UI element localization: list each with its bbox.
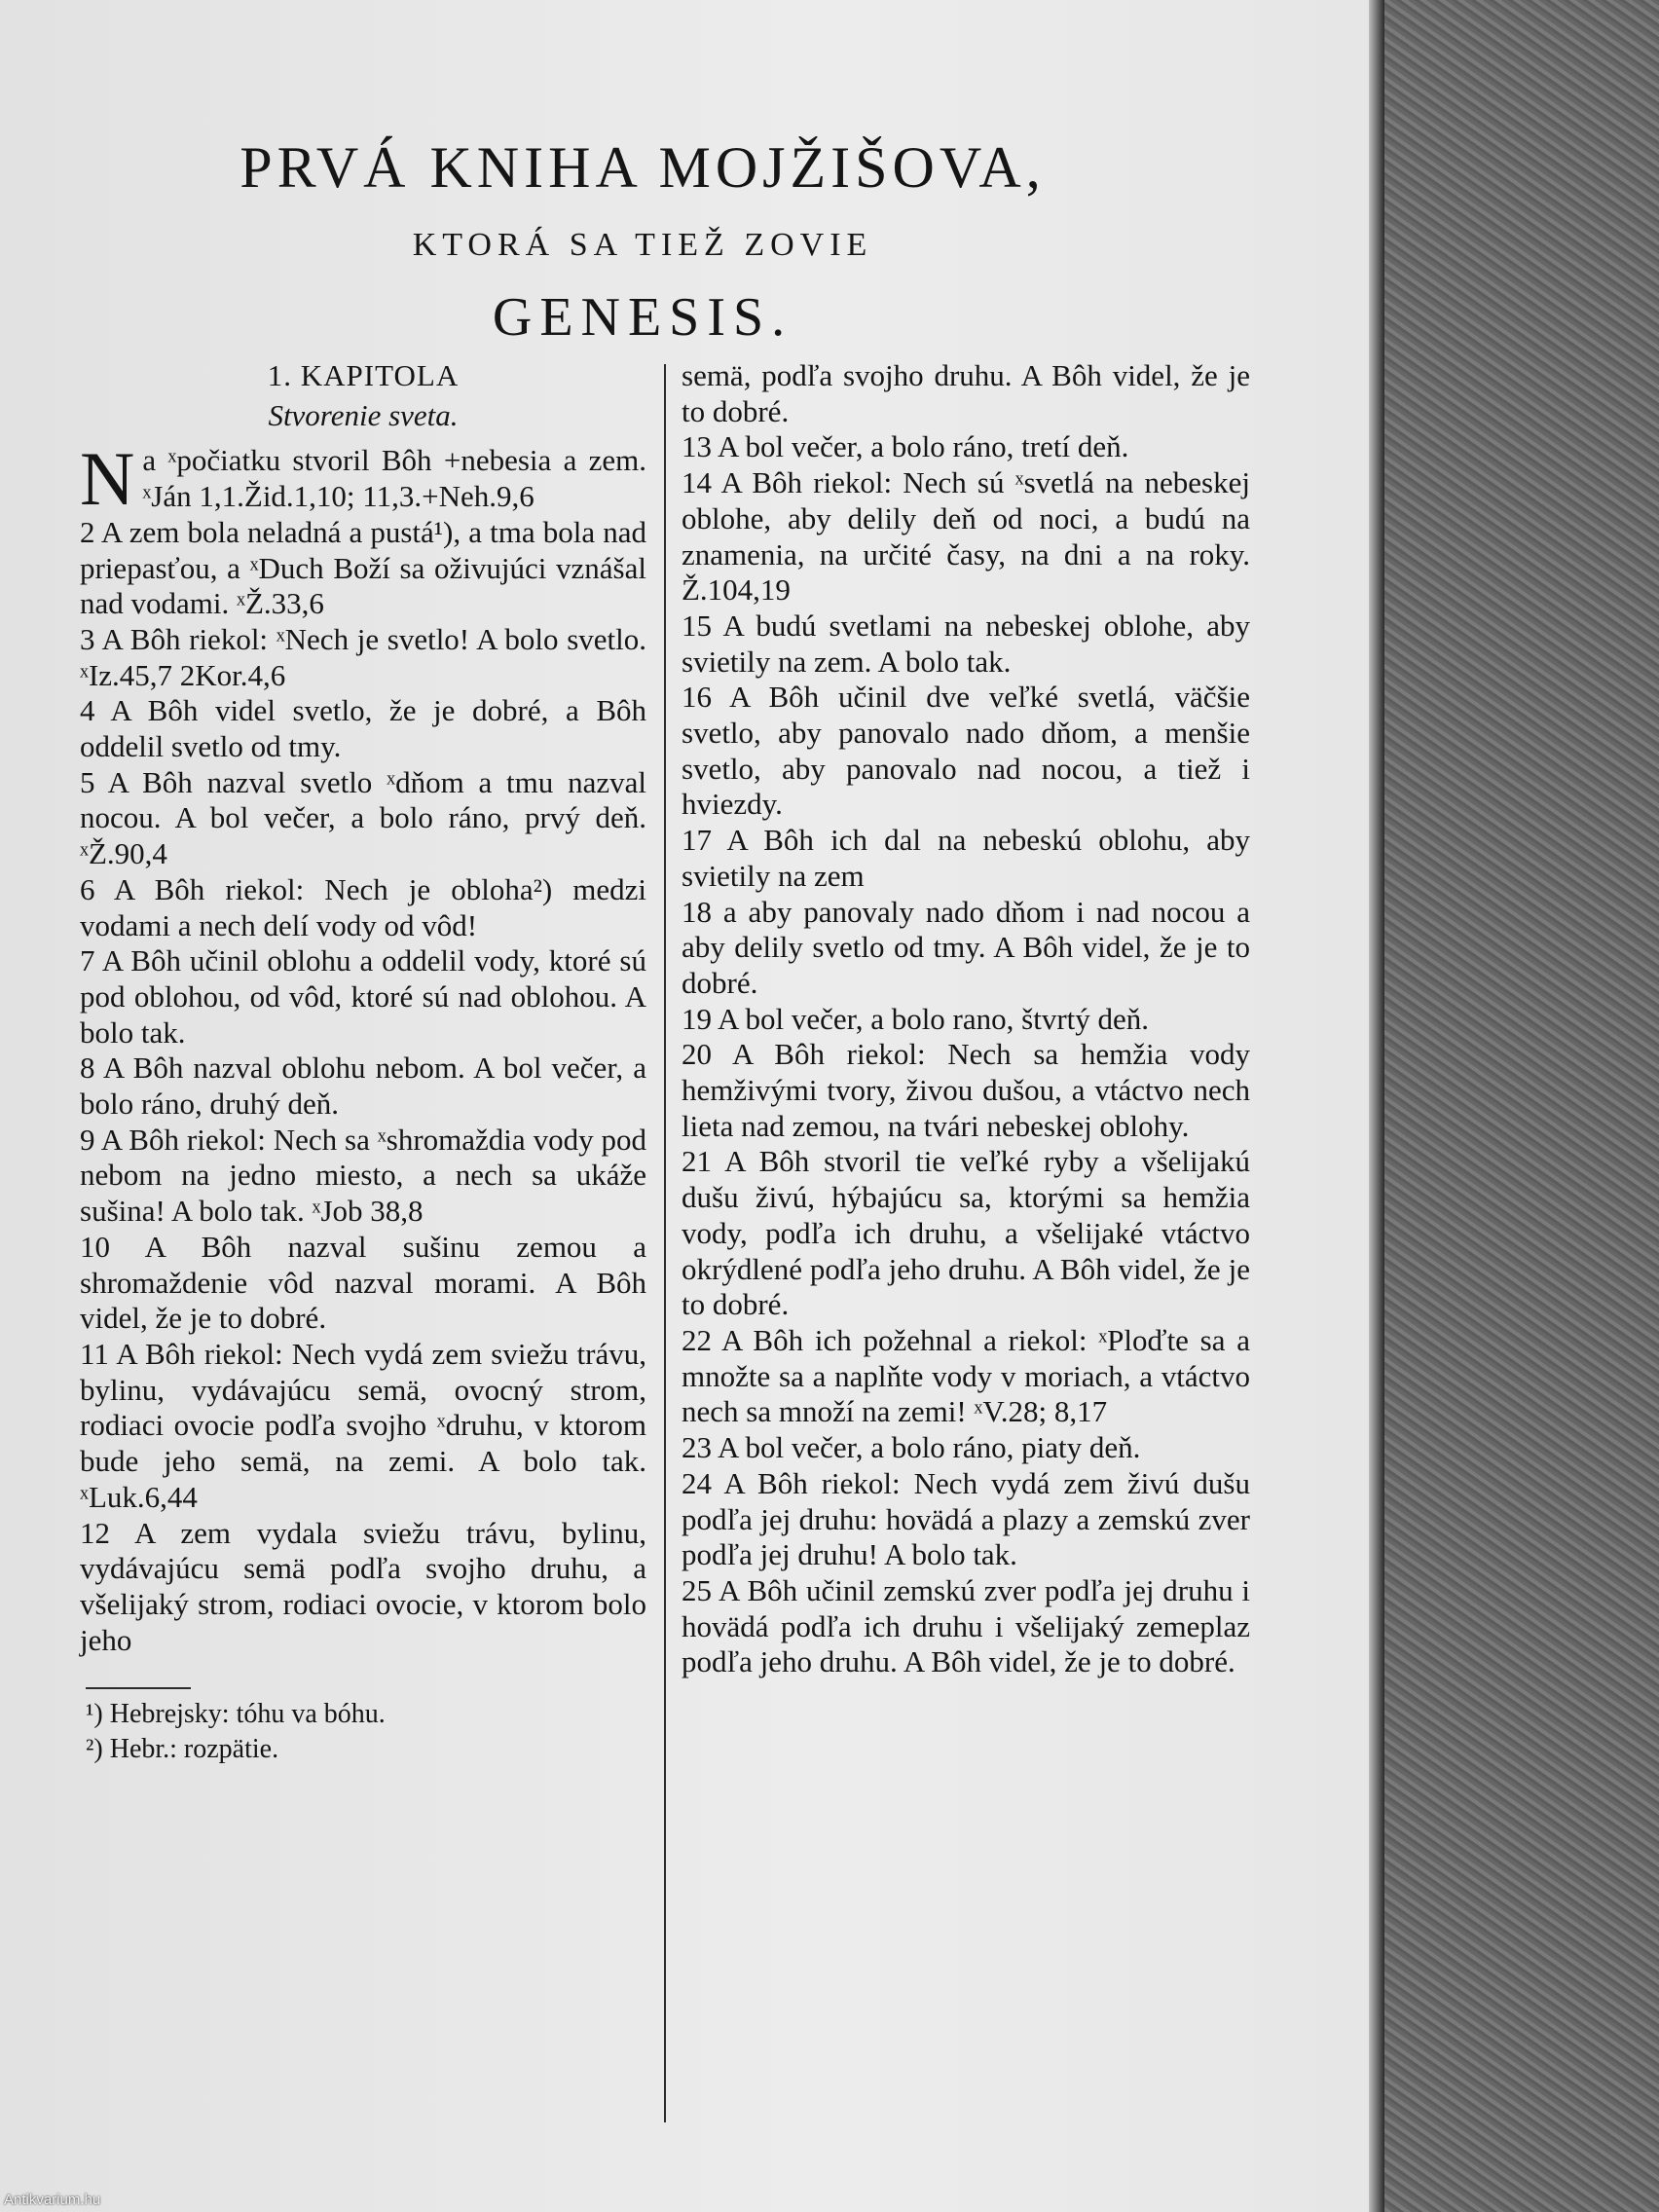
background-surface xyxy=(1381,0,1659,2212)
verse-22: 22 A Bôh ich požehnal a riekol: ˣPloďte sa a množte sa a naplňte vody v moriach, a vtáctvo nech sa množí na zemi! ˣV.28; 8,17 xyxy=(682,1322,1250,1429)
watermark: Antikvarium.hu xyxy=(4,2192,101,2208)
right-column xyxy=(682,358,1250,1680)
verse-6: 6 A Bôh riekol: Nech je obloha²) medzi vodami a nech delí vody od vôd! xyxy=(80,871,646,942)
column-divider xyxy=(664,364,666,2122)
verse-1-text: a ˣpočiatku stvoril Bôh +nebesia a zem. ˣJán 1,1.Žid.1,10; 11,3.+Neh.9,6 xyxy=(142,443,646,514)
title-block xyxy=(0,132,1285,350)
verse-20: 20 A Bôh riekol: Nech sa hemžia vody hemživými tvory, živou dušou, a vtáctvo nech lieta nad zemou, na tvári nebeskej oblohy. xyxy=(682,1037,1250,1143)
section-heading: Stvorenie sveta. xyxy=(268,397,459,432)
verse-18: 18 a aby panovaly nado dňom i nad nocou a aby delily svetlo od tmy. A Bôh videl, že je to dobré. xyxy=(682,894,1250,1000)
page-edge xyxy=(1367,0,1384,2212)
verse-17: 17 A Bôh ich dal na nebeskú oblohu, aby svietily na zem xyxy=(682,823,1250,893)
left-column xyxy=(80,358,646,1767)
book-title: PRVÁ KNIHA MOJŽIŠOVA, xyxy=(240,135,1046,200)
verse-23: 23 A bol večer, a bolo ráno, piaty deň. xyxy=(682,1430,1141,1465)
verse-15: 15 A budú svetlami na nebeskej oblohe, aby svietily na zem. A bolo tak. xyxy=(682,608,1250,679)
drop-cap: N xyxy=(80,436,135,522)
verse-8: 8 A Bôh nazval oblohu nebom. A bol večer, a bolo ráno, druhý deň. xyxy=(80,1051,646,1122)
verse-13: 13 A bol večer, a bolo ráno, tretí deň. xyxy=(682,429,1129,464)
verse-7: 7 A Bôh učinil oblohu a oddelil vody, ktoré sú pod oblohou, od vôd, ktoré sú nad oblohou. A bolo tak. xyxy=(80,943,646,1050)
verse-16: 16 A Bôh učinil dve veľké svetlá, väčšie svetlo, aby panovalo nado dňom, a menšie svetlo, aby panovalo nad nocou, a tiež i hviezdy. xyxy=(682,680,1250,822)
book-name: GENESIS. xyxy=(492,287,793,348)
footnote-2: ²) Hebr.: rozpätie. xyxy=(86,1734,279,1765)
verse-5: 5 A Bôh nazval svetlo ˣdňom a tmu nazval nocou. A bol večer, a bolo ráno, prvý deň. ˣŽ.90,4 xyxy=(80,764,646,871)
footnote-1: ¹) Hebrejsky: tóhu va bóhu. xyxy=(86,1699,386,1730)
book-subtitle: KTORÁ SA TIEŽ ZOVIE xyxy=(412,227,873,263)
verse-11: 11 A Bôh riekol: Nech vydá zem sviežu trávu, bylinu, vydávajúcu semä, ovocný strom, rodiaci ovocie podľa svojho ˣdruhu, v ktorom bude jeho semä, na zemi. A bolo tak. ˣLuk.6,44 xyxy=(80,1336,646,1514)
verse-2: 2 A zem bola neladná a pustá¹), a tma bola nad priepasťou, a ˣDuch Boží sa oživujúci vznášal nad vodami. ˣŽ.33,6 xyxy=(80,514,646,621)
verse-24: 24 A Bôh riekol: Nech vydá zem živú dušu podľa jej druhu: hovädá a plazy a zemskú zver podľa jej druhu! A bolo tak. xyxy=(682,1465,1250,1572)
verse-1 xyxy=(80,436,646,522)
verse-3: 3 A Bôh riekol: ˣNech je svetlo! A bolo svetlo. ˣIz.45,7 2Kor.4,6 xyxy=(80,621,646,692)
verse-19: 19 A bol večer, a bolo rano, štvrtý deň. xyxy=(682,1001,1150,1036)
verse-14: 14 A Bôh riekol: Nech sú ˣsvetlá na nebeskej oblohe, aby delily deň od noci, a budú na znamenia, na určité časy, na dni a na roky. Ž.104,19 xyxy=(682,465,1250,608)
verse-21: 21 A Bôh stvoril tie veľké ryby a všelijakú dušu živú, hýbajúcu sa, ktorými sa hemžia vody, podľa ich druhu, a všelijaké vtáctvo okrýdlené podľa jeho druhu. A Bôh videl, že je to dobré. xyxy=(682,1144,1250,1322)
verse-25: 25 A Bôh učinil zemskú zver podľa jej druhu i hovädá podľa ich druhu i všelijaký zemeplaz podľa jeho druhu. A Bôh videl, že je to dobré. xyxy=(682,1572,1250,1679)
verse-12: 12 A zem vydala sviežu trávu, bylinu, vydávajúcu semä podľa svojho druhu, a všelijaký strom, rodiaci ovocie, v ktorom bolo jeho xyxy=(80,1515,646,1657)
verse-12-continued: semä, podľa svojho druhu. A Bôh videl, že je to dobré. xyxy=(682,358,1250,428)
verse-4: 4 A Bôh videl svetlo, že je dobré, a Bôh oddelil svetlo od tmy. xyxy=(80,693,646,764)
footnote-rule xyxy=(86,1687,191,1689)
chapter-label: 1. KAPITOLA xyxy=(267,358,460,392)
verse-10: 10 A Bôh nazval sušinu zemou a shromaždenie vôd nazval morami. A Bôh videl, že je to dobré. xyxy=(80,1229,646,1336)
verse-9: 9 A Bôh riekol: Nech sa ˣshromaždia vody pod nebom na jedno miesto, a nech sa ukáže sušina! A bolo tak. ˣJob 38,8 xyxy=(80,1122,646,1229)
